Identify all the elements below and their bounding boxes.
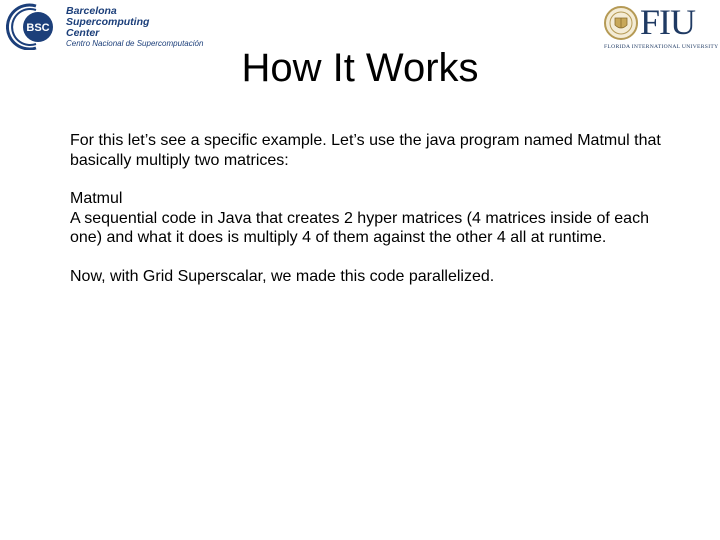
bsc-line-1: Barcelona — [66, 5, 117, 17]
matmul-heading: Matmul — [70, 190, 123, 207]
slide-body — [70, 131, 680, 305]
bsc-mark-text: BSC — [26, 22, 50, 34]
matmul-description: A sequential code in Java that creates 2 hyper matrices (4 matrices inside of each one) and what it does is multiply 4 of them against the other 4 all at runtime. — [70, 209, 649, 246]
bsc-logo-icon — [6, 2, 66, 50]
bsc-line-3: Center — [66, 27, 100, 39]
slide-title: How It Works — [241, 46, 479, 90]
bsc-logo-text — [66, 6, 203, 49]
paragraph-intro: For this let’s see a specific example. Let’s use the java program named Matmul that basically multiply two matrices: — [70, 132, 661, 169]
bsc-line-4: Centro Nacional de Supercomputación — [66, 39, 204, 48]
paragraph-parallel: Now, with Grid Superscalar, we made this code parallelized. — [70, 267, 495, 285]
fiu-letters: FIU — [640, 2, 696, 42]
fiu-caption: FLORIDA INTERNATIONAL UNIVERSITY — [604, 44, 719, 50]
paragraph-matmul — [70, 189, 680, 248]
bsc-logo — [6, 2, 206, 50]
bsc-line-2: Supercomputing — [66, 16, 150, 28]
fiu-seal-icon — [604, 6, 638, 40]
